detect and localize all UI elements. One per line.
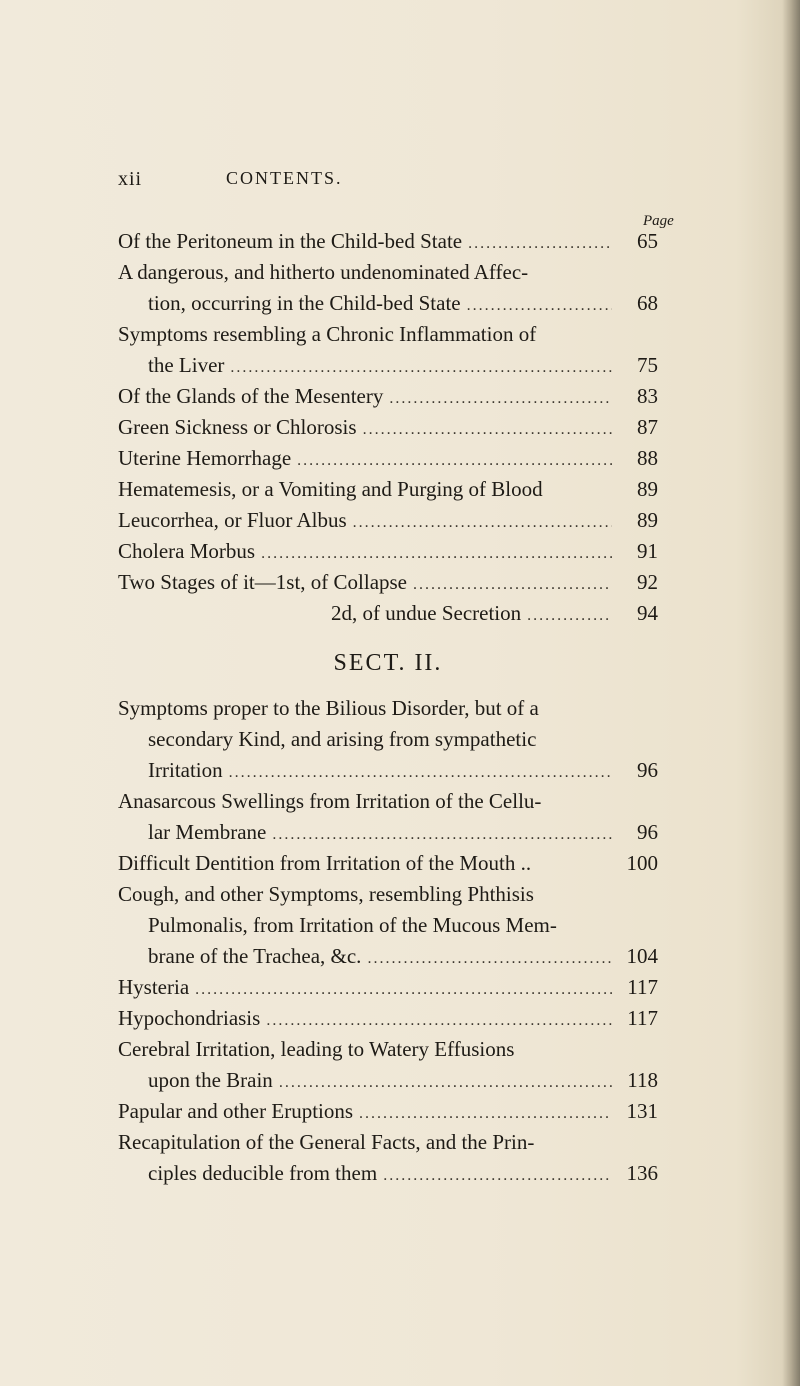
entry-title: Hypochondriasis <box>118 1006 261 1030</box>
contents-entry-line <box>118 319 658 350</box>
dot-leader <box>413 569 612 600</box>
entry-page-number: 118 <box>627 1068 658 1092</box>
entry-title: Pulmonalis, from Irritation of the Mucous Mem- <box>148 913 557 937</box>
entry-page-number: 96 <box>637 758 658 782</box>
contents-entry-line <box>118 1158 658 1189</box>
contents-entry <box>118 474 658 505</box>
dot-leader <box>266 1005 612 1036</box>
entry-page-number: 94 <box>637 601 658 625</box>
dot-leader <box>527 600 612 631</box>
entry-title: A dangerous, and hitherto undenominated Affec- <box>118 260 529 284</box>
contents-entry-line <box>118 786 658 817</box>
dot-leader <box>359 1098 612 1129</box>
entry-title: Hysteria <box>118 975 190 999</box>
entry-page-number: 83 <box>637 384 658 408</box>
contents-entry-line <box>118 412 658 443</box>
section-heading: SECT. II. <box>333 650 443 676</box>
contents-entry <box>118 1127 658 1189</box>
dot-leader <box>297 445 612 476</box>
contents-entry-line <box>118 1065 658 1096</box>
contents-entry-line <box>118 226 658 257</box>
entry-title: Two Stages of it—1st, of Collapse <box>118 570 408 594</box>
contents-entry <box>118 786 658 848</box>
dot-leader <box>230 352 612 383</box>
contents-entry <box>118 1034 658 1096</box>
contents-entry <box>118 693 658 786</box>
dot-leader <box>261 538 612 569</box>
contents-entry-line <box>118 910 658 941</box>
contents-entry <box>118 567 658 598</box>
entry-page-number: 88 <box>637 446 658 470</box>
entry-page-number: 68 <box>637 291 658 315</box>
contents-entry-line <box>118 381 658 412</box>
contents-entry-line <box>118 536 658 567</box>
entry-title: Difficult Dentition from Irritation of the Mouth .. <box>118 851 532 875</box>
entry-page-number: 89 <box>637 477 658 501</box>
entry-page-number: 92 <box>637 570 658 594</box>
entry-title: Cough, and other Symptoms, resembling Phthisis <box>118 882 534 906</box>
running-head <box>0 168 800 198</box>
page-edge-shadow <box>782 0 800 1386</box>
contents-entry <box>118 972 658 1003</box>
entry-title: Irritation <box>148 758 223 782</box>
contents-entry-line <box>118 972 658 1003</box>
contents-entry <box>118 412 658 443</box>
dot-leader <box>383 1160 612 1191</box>
entry-title: secondary Kind, and arising from sympathetic <box>148 727 537 751</box>
entry-title: Hematemesis, or a Vomiting and Purging of Blood <box>118 477 543 501</box>
entry-title: Of the Glands of the Mesentery <box>118 384 384 408</box>
entry-title: Cholera Morbus <box>118 539 256 563</box>
contents-entry-line <box>118 505 658 536</box>
contents-entry-line <box>118 1127 658 1158</box>
entry-title: ciples deducible from them <box>148 1161 378 1185</box>
contents-entry-line <box>118 350 658 381</box>
dot-leader <box>195 974 612 1005</box>
contents-entry-line <box>118 941 658 972</box>
entry-title: Leucorrhea, or Fluor Albus <box>118 508 347 532</box>
contents-entry-line <box>118 567 658 598</box>
contents-entry <box>118 1096 658 1127</box>
entry-page-number: 136 <box>626 1161 658 1185</box>
entry-title: Symptoms resembling a Chronic Inflammation of <box>118 322 537 346</box>
contents-group-sect-2 <box>118 693 658 1189</box>
entry-page-number: 91 <box>637 539 658 563</box>
contents-entry-line <box>118 1003 658 1034</box>
contents-entry <box>118 443 658 474</box>
running-title: CONTENTS. <box>226 168 343 188</box>
entry-title: upon the Brain <box>148 1068 273 1092</box>
dot-leader <box>389 383 612 414</box>
entry-page-number: 89 <box>637 508 658 532</box>
entry-title: brane of the Trachea, &c. <box>148 944 362 968</box>
contents-entry-line <box>118 288 658 319</box>
dot-leader <box>367 943 612 974</box>
contents-entry-line <box>118 474 658 505</box>
contents-list <box>118 226 658 1189</box>
contents-entry-line <box>118 1096 658 1127</box>
contents-entry <box>118 226 658 257</box>
entry-page-number: 117 <box>627 1006 658 1030</box>
contents-entry <box>118 879 658 972</box>
dot-leader <box>279 1067 612 1098</box>
entry-page-number: 131 <box>626 1099 658 1123</box>
entry-page-number: 100 <box>626 851 658 875</box>
entry-page-number: 87 <box>637 415 658 439</box>
contents-entry-line <box>118 755 658 786</box>
entry-title: Recapitulation of the General Facts, and the Prin- <box>118 1130 535 1154</box>
dot-leader <box>363 414 612 445</box>
contents-entry-line <box>118 1034 658 1065</box>
contents-entry-line <box>118 724 658 755</box>
contents-entry-line <box>118 817 658 848</box>
contents-group-sect-1 <box>118 226 658 629</box>
entry-title: Symptoms proper to the Bilious Disorder, but of a <box>118 696 539 720</box>
contents-entry <box>118 536 658 567</box>
contents-entry <box>118 505 658 536</box>
entry-page-number: 104 <box>626 944 658 968</box>
contents-entry-line <box>118 257 658 288</box>
contents-entry <box>118 381 658 412</box>
entry-page-number: 96 <box>637 820 658 844</box>
entry-page-number: 75 <box>637 353 658 377</box>
entry-title: Of the Peritoneum in the Child-bed State <box>118 229 463 253</box>
entry-title: Green Sickness or Chlorosis <box>118 415 357 439</box>
page-column-label: Page <box>643 213 674 229</box>
contents-entry-line <box>118 443 658 474</box>
contents-entry <box>118 848 658 879</box>
contents-entry <box>118 1003 658 1034</box>
entry-title: the Liver <box>148 353 225 377</box>
entry-title: Anasarcous Swellings from Irritation of the Cellu- <box>118 789 542 813</box>
dot-leader <box>467 290 612 321</box>
contents-entry-line <box>118 848 658 879</box>
entry-page-number: 117 <box>627 975 658 999</box>
entry-title: Cerebral Irritation, leading to Watery Effusions <box>118 1037 515 1061</box>
dot-leader <box>353 507 612 538</box>
entry-title: lar Membrane <box>148 820 267 844</box>
entry-title: Papular and other Eruptions <box>118 1099 354 1123</box>
contents-entry <box>118 257 658 319</box>
dot-leader <box>468 228 612 259</box>
contents-entry-line <box>118 693 658 724</box>
contents-entry <box>118 598 658 629</box>
contents-entry <box>118 319 658 381</box>
entry-title: tion, occurring in the Child-bed State <box>148 291 461 315</box>
entry-page-number: 65 <box>637 229 658 253</box>
entry-title: 2d, of undue Secretion <box>331 601 522 625</box>
dot-leader <box>272 819 612 850</box>
entry-title: Uterine Hemorrhage <box>118 446 292 470</box>
page-folio: xii <box>118 168 143 190</box>
contents-entry-line <box>118 879 658 910</box>
dot-leader <box>229 757 612 788</box>
contents-entry-line <box>118 598 658 629</box>
